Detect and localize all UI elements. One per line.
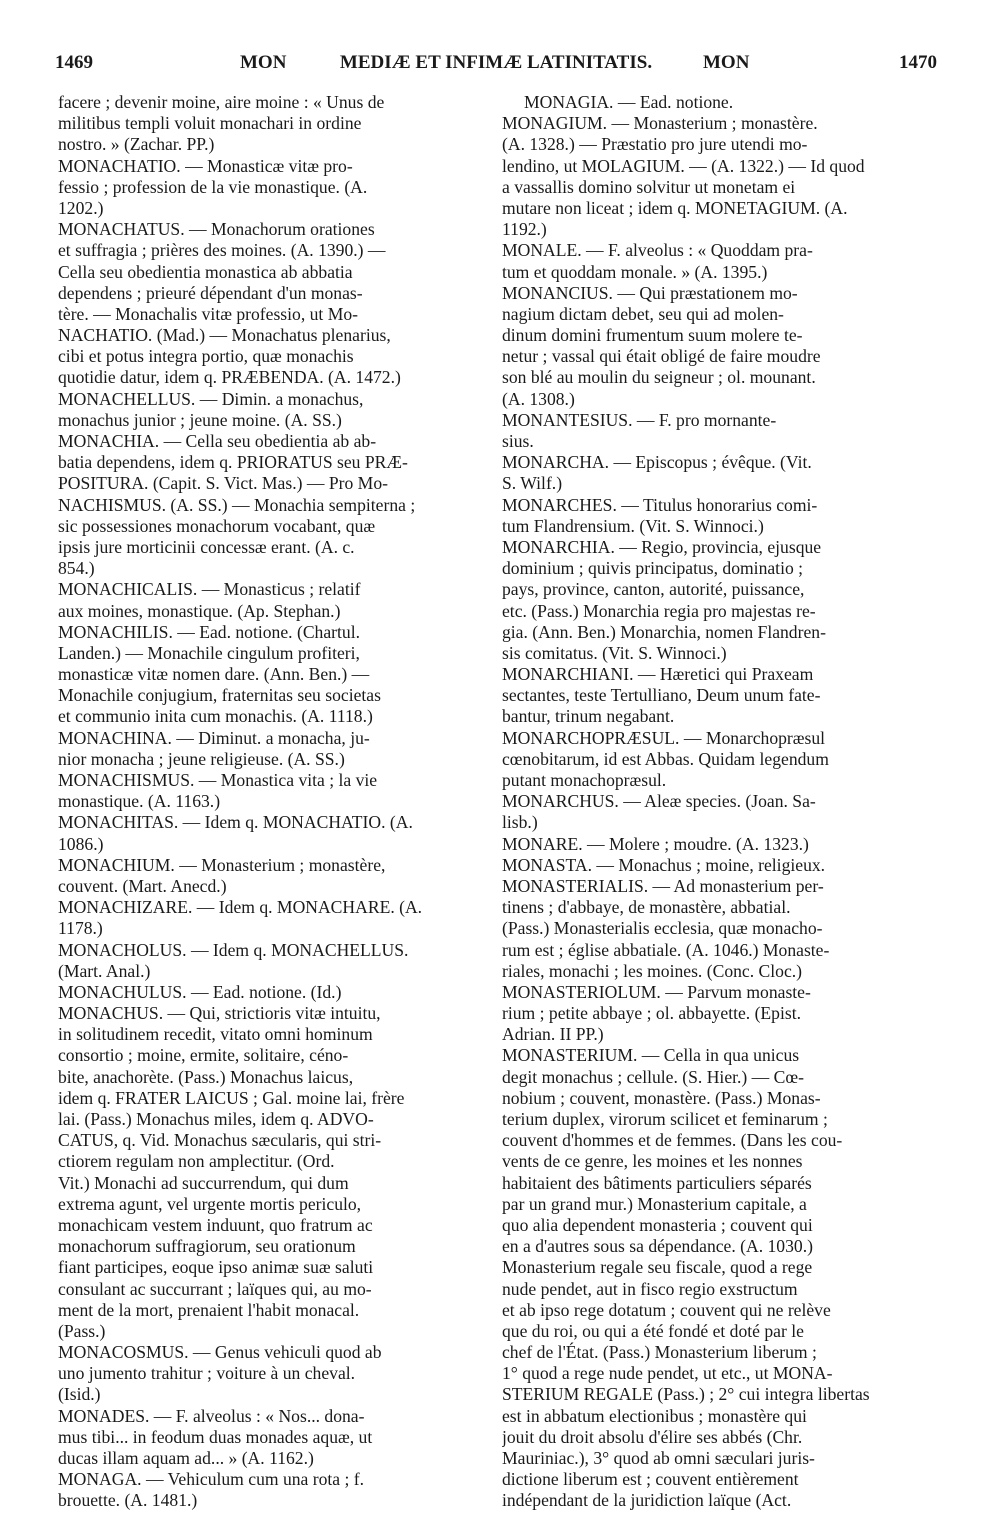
text-line-right: vents de ce genre, les moines et les nonnes — [502, 1151, 803, 1172]
text-line-left: dependens ; prieuré dépendant d'un monas- — [58, 282, 363, 303]
text-line-right: tum et quoddam monale. » (A. 1395.) — [502, 261, 768, 282]
text-line-left: quotidie datur, idem q. PRÆBENDA. (A. 1472.) — [58, 367, 401, 388]
text-line-left: bite, anachorète. (Pass.) Monachus laicus, — [58, 1066, 354, 1087]
text-line-left: fessio ; profession de la vie monastique. (A. — [58, 176, 368, 197]
text-line-left: aux moines, monastique. (Ap. Stephan.) — [58, 600, 341, 621]
text-line-right: S. Wilf.) — [502, 473, 563, 494]
text-line-left: ducas illam aquam ad... » (A. 1162.) — [58, 1448, 314, 1468]
text-line-left: monachorum suffragiorum, seu orationum — [58, 1236, 356, 1257]
text-line-right: gia. (Ann. Ben.) Monarchia, nomen Flandren- — [502, 621, 826, 642]
text-line-right: terium duplex, virorum scilicet et feminarum ; — [502, 1109, 828, 1129]
text-line-left: monasticæ vitæ nomen dare. (Ann. Ben.) — — [58, 664, 370, 685]
text-line-left: cibi et potus integra portio, quæ monachis — [58, 346, 354, 367]
text-line-right: MONARCHA. — Episcopus ; évêque. (Vit. — [502, 452, 812, 473]
guide-word-left: MON — [240, 52, 287, 73]
text-line-right: MONASTERIUM. — Cella in qua unicus — [502, 1045, 800, 1066]
text-line-right: Adrian. II PP.) — [502, 1024, 604, 1045]
text-line-right: nude pendet, aut in fisco regio exstructum — [502, 1278, 798, 1299]
text-line-right: 1192.) — [502, 219, 547, 240]
text-line-left: 1086.) — [58, 833, 104, 854]
text-line-left: MONACHELLUS. — Dimin. a monachus, — [58, 388, 364, 409]
text-line-left: Landen.) — Monachile cingulum profiteri, — [58, 642, 360, 663]
text-line-left: 854.) — [58, 558, 95, 579]
text-line-left: militibus templi voluit monachari in ordine — [58, 113, 362, 134]
text-line-right: nagium dictam debet, seu qui ad molen- — [502, 303, 784, 324]
text-line-left: nior monacha ; jeune religieuse. (A. SS.) — [58, 748, 345, 769]
text-line-left: (Isid.) — [58, 1384, 101, 1405]
page-number-left: 1469 — [55, 52, 93, 73]
text-line-left: idem q. FRATER LAICUS ; Gal. moine lai, frère — [58, 1087, 405, 1108]
text-line-left: MONACHUS. — Qui, strictioris vitæ intuitu, — [58, 1003, 381, 1024]
text-line-left: fiant participes, eoque ipso animæ suæ saluti — [58, 1257, 374, 1278]
text-line-left: MONAGA. — Vehiculum cum una rota ; f. — [58, 1469, 365, 1490]
text-line-left: MONACOSMUS. — Genus vehiculi quod ab — [58, 1342, 382, 1363]
running-header — [55, 52, 937, 82]
text-line-left: ipsis jure morticinii concessæ erant. (A. c. — [58, 536, 355, 557]
text-line-right: tinens ; d'abbaye, de monastère, abbatial. — [502, 897, 791, 918]
text-line-right: bantur, trinum negabant. — [502, 706, 675, 727]
text-line-left: sic possessiones monachorum vocabant, quæ — [58, 515, 376, 536]
text-line-right: 1° quod a rege nude pendet, ut etc., ut MONA- — [502, 1363, 833, 1384]
text-line-right: (Pass.) Monasterialis ecclesia, quæ monacho- — [502, 918, 823, 939]
text-line-left: consulant ac succurrant ; laïques qui, au mo- — [58, 1278, 372, 1299]
text-line-right: couvent d'hommes et de femmes. (Dans les cou- — [502, 1130, 843, 1151]
text-line-right: pays, province, canton, autorité, puissance, — [502, 579, 805, 600]
text-line-left: et communio inita cum monachis. (A. 1118.) — [58, 706, 373, 727]
text-line-right: MONASTERIOLUM. — Parvum monaste- — [502, 981, 811, 1002]
text-line-right: tum Flandrensium. (Vit. S. Winnoci.) — [502, 515, 764, 536]
text-line-left: MONACHIUM. — Monasterium ; monastère, — [58, 854, 386, 875]
text-line-right: netur ; vassal qui était obligé de faire moudre — [502, 346, 821, 367]
text-line-left: consortio ; moine, ermite, solitaire, céno- — [58, 1045, 349, 1066]
text-line-right: quo alia dependent monasteria ; couvent qui — [502, 1214, 813, 1235]
text-line-right: (A. 1328.) — Præstatio pro jure utendi mo- — [502, 134, 808, 155]
text-line-left: MONACHIA. — Cella seu obedientia ab ab- — [58, 431, 377, 451]
text-line-right: MONARCHIA. — Regio, provincia, ejusque — [502, 536, 822, 557]
text-line-right: Monasterium regale seu fiscale, quod a rege — [502, 1257, 813, 1278]
text-line-right: sectantes, teste Tertulliano, Deum unum fate- — [502, 685, 821, 706]
text-line-right: MONARCHUS. — Aleæ species. (Joan. Sa- — [502, 791, 816, 812]
text-line-right: degit monachus ; cellule. (S. Hier.) — Cœ- — [502, 1066, 804, 1087]
text-line-right: STERIUM REGALE (Pass.) ; 2° cui integra libertas — [502, 1384, 870, 1405]
text-line-left: brouette. (A. 1481.) — [58, 1490, 198, 1511]
running-title: MEDIÆ ET INFIMÆ LATINITATIS. — [339, 52, 653, 73]
text-line-left: MONACHULUS. — Ead. notione. (Id.) — [58, 981, 342, 1002]
text-line-left: MONACHISMUS. — Monastica vita ; la vie — [58, 770, 378, 790]
text-line-right: MONAGIA. — Ead. notione. — [524, 92, 734, 112]
guide-word-right: MON — [703, 52, 750, 73]
text-line-left: Cella seu obedientia monastica ab abbatia — [58, 261, 353, 282]
text-line-right: en a d'autres sous sa dépendance. (A. 1030.) — [502, 1236, 813, 1257]
text-line-left: 1178.) — [58, 918, 103, 939]
text-line-right: dictione liberum est ; couvent entièrement — [502, 1469, 799, 1490]
text-line-left: extrema agunt, vel urgente mortis periculo, — [58, 1193, 362, 1214]
text-line-right: dinum domini frumentum suum molere te- — [502, 325, 803, 346]
text-line-right: sius. — [502, 431, 534, 451]
text-line-right: son blé au moulin du seigneur ; ol. mounant. — [502, 367, 816, 388]
text-line-left: MONACHICALIS. — Monasticus ; relatif — [58, 579, 361, 600]
text-line-left: Vit.) Monachi ad succurrendum, qui dum — [58, 1172, 349, 1193]
text-line-right: etc. (Pass.) Monarchia regia pro majestas re- — [502, 600, 816, 621]
text-line-left: CATUS, q. Vid. Monachus sæcularis, qui stri- — [58, 1130, 382, 1151]
text-line-left: couvent. (Mart. Anecd.) — [58, 875, 227, 896]
text-line-right: rum est ; église abbatiale. (A. 1046.) Monaste- — [502, 939, 830, 960]
text-line-left: MONACHILIS. — Ead. notione. (Chartul. — [58, 621, 360, 642]
text-line-left: lai. (Pass.) Monachus miles, idem q. ADVO- — [58, 1109, 374, 1129]
text-line-left: MONACHATIO. — Monasticæ vitæ pro- — [58, 155, 353, 176]
right-column — [502, 92, 920, 1512]
text-line-left: ment de la mort, prenaient l'habit monacal. — [58, 1299, 360, 1320]
text-line-right: mutare non liceat ; idem q. MONETAGIUM. (A. — [502, 197, 848, 218]
page-number-right: 1470 — [899, 52, 937, 73]
text-line-right: rium ; petite abbaye ; ol. abbayette. (Epist. — [502, 1003, 801, 1024]
text-line-right: sis comitatus. (Vit. S. Winnoci.) — [502, 642, 727, 663]
text-line-left: Monachile conjugium, fraternitas seu societas — [58, 685, 381, 706]
text-line-right: MONANCIUS. — Qui præstationem mo- — [502, 282, 798, 303]
text-line-right: MONASTERIALIS. — Ad monasterium per- — [502, 875, 824, 896]
text-line-left: MONACHINA. — Diminut. a monacha, ju- — [58, 727, 370, 748]
text-line-right: habitaient des bâtiments particuliers séparés — [502, 1172, 812, 1193]
text-line-right: MONANTESIUS. — F. pro mornante- — [502, 409, 777, 430]
text-line-left: MONACHATUS. — Monachorum orationes — [58, 219, 375, 240]
left-column — [58, 92, 476, 1512]
text-line-right: cœnobitarum, id est Abbas. Quidam legendum — [502, 748, 829, 769]
text-line-left: MONACHOLUS. — Idem q. MONACHELLUS. — [58, 939, 409, 960]
text-line-right: chef de l'État. (Pass.) Monasterium liberum ; — [502, 1342, 817, 1363]
text-line-left: 1202.) — [58, 197, 104, 218]
text-line-left: monachus junior ; jeune moine. (A. SS.) — [58, 409, 342, 430]
text-line-right: nobium ; couvent, monastère. (Pass.) Monas- — [502, 1087, 821, 1108]
text-line-right: MONALE. — F. alveolus : « Quoddam pra- — [502, 240, 813, 261]
text-line-right: MONARCHOPRÆSUL. — Monarchopræsul — [502, 727, 826, 748]
text-line-right: a vassallis domino solvitur ut monetam ei — [502, 176, 796, 197]
text-line-left: monastique. (A. 1163.) — [58, 791, 221, 812]
text-line-left: (Mart. Anal.) — [58, 960, 151, 981]
text-line-left: (Pass.) — [58, 1320, 106, 1341]
text-line-left: uno jumento trahitur ; voiture à un cheval. — [58, 1363, 356, 1384]
text-line-left: in solitudinem recedit, vitato omni hominum — [58, 1024, 373, 1045]
text-line-left: POSITURA. (Capit. S. Vict. Mas.) — Pro Mo- — [58, 473, 388, 494]
text-line-left: tère. — Monachalis vitæ professio, ut Mo- — [58, 303, 359, 324]
text-line-left: NACHATIO. (Mad.) — Monachatus plenarius, — [58, 325, 391, 346]
text-line-right: lisb.) — [502, 812, 538, 833]
text-line-left: mus tibi... in feodum duas monades aquæ, ut — [58, 1426, 373, 1447]
text-line-left: monachicam vestem induunt, quo fratrum ac — [58, 1214, 373, 1235]
text-line-left: ctiorem regulam non amplectitur. (Ord. — [58, 1151, 335, 1172]
text-line-left: facere ; devenir moine, aire moine : « Unus de — [58, 92, 385, 112]
text-line-right: MONASTA. — Monachus ; moine, religieux. — [502, 854, 826, 875]
text-line-left: MONADES. — F. alveolus : « Nos... dona- — [58, 1405, 365, 1426]
text-line-right: par un grand mur.) Monasterium capitale, a — [502, 1193, 807, 1214]
text-line-right: MONARCHES. — Titulus honorarius comi- — [502, 494, 818, 515]
text-line-right: MONARE. — Molere ; moudre. (A. 1323.) — [502, 833, 809, 854]
text-line-left: NACHISMUS. (A. SS.) — Monachia sempiterna ; — [58, 494, 416, 515]
text-line-right: Mauriniac.), 3° quod ab omni sæculari juris- — [502, 1448, 815, 1468]
text-line-right: MONARCHIANI. — Hæretici qui Praxeam — [502, 664, 814, 685]
text-line-left: MONACHITAS. — Idem q. MONACHATIO. (A. — [58, 812, 413, 833]
text-line-left: et suffragia ; prières des moines. (A. 1390.) — — [58, 240, 386, 261]
text-line-right: dominium ; quivis principatus, dominatio ; — [502, 558, 804, 579]
text-line-right: (A. 1308.) — [502, 388, 575, 409]
text-line-right: est in abbatum electionibus ; monastère qui — [502, 1405, 807, 1426]
text-line-right: riales, monachi ; les moines. (Conc. Cloc.) — [502, 960, 803, 981]
text-line-right: indépendant de la juridiction laïque (Act. — [502, 1490, 792, 1511]
text-line-left: nostro. » (Zachar. PP.) — [58, 134, 215, 155]
text-line-right: que du roi, ou qui a été fondé et doté par le — [502, 1320, 804, 1341]
text-line-left: batia dependens, idem q. PRIORATUS seu PRÆ- — [58, 452, 408, 473]
text-line-right: putant monachopræsul. — [502, 770, 667, 790]
text-line-right: MONAGIUM. — Monasterium ; monastère. — [502, 113, 818, 134]
text-line-right: jouit du droit absolu d'élire ses abbés (Chr. — [502, 1426, 803, 1447]
text-line-right: et ab ipso rege dotatum ; couvent qui ne relève — [502, 1299, 831, 1320]
text-line-right: lendino, ut MOLAGIUM. — (A. 1322.) — Id quod — [502, 155, 865, 176]
text-line-left: MONACHIZARE. — Idem q. MONACHARE. (A. — [58, 897, 423, 918]
